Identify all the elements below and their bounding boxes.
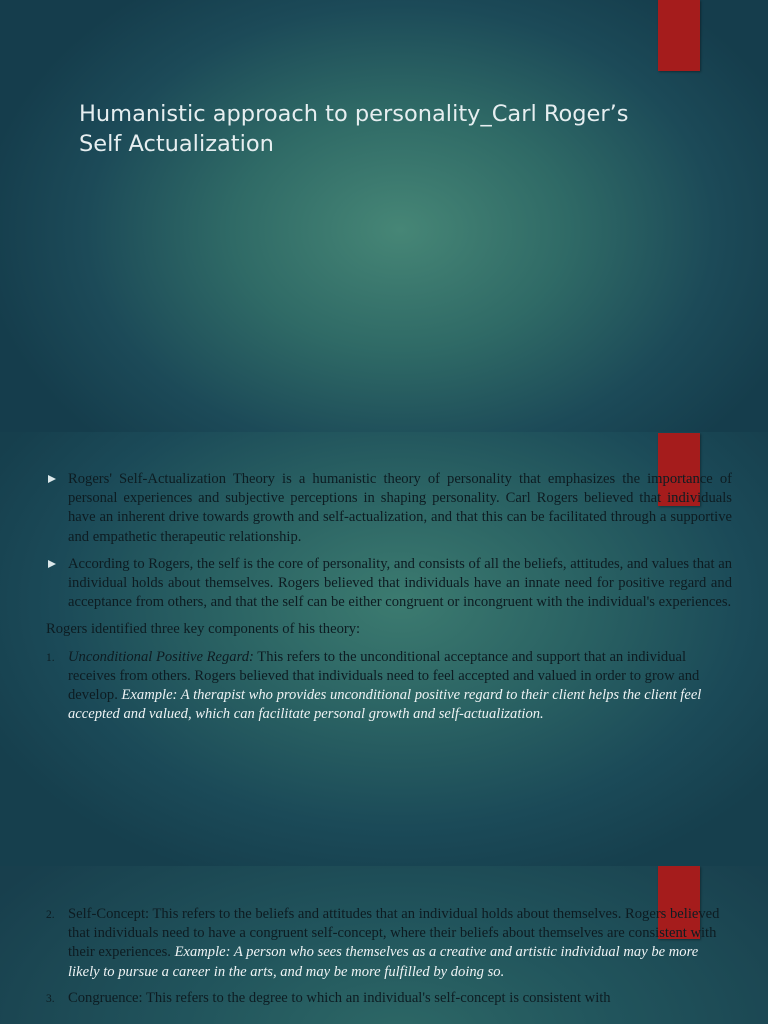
slide-body — [46, 470, 732, 731]
slide-content-1 — [0, 432, 768, 866]
components-intro: Rogers identified three key components of his theory: — [46, 621, 361, 638]
slide-content-2 — [0, 866, 768, 1024]
numbered-item — [46, 905, 732, 982]
item-text: This refers to the degree to which an individual's self-concept is consistent with — [142, 989, 611, 1006]
item-text: This refers to the unconditional acceptance and support that an individual receives from others. Rogers believed that individuals need to feel accepted and valued in order to grow and develop. — [68, 648, 700, 704]
triangle-bullet-icon — [48, 475, 56, 483]
item-number: 3. — [46, 992, 55, 1005]
bullet-item — [46, 470, 732, 547]
numbered-item — [46, 648, 732, 725]
item-term: Congruence: — [68, 989, 143, 1006]
red-accent-bar — [658, 0, 700, 71]
slide-title — [0, 0, 768, 432]
bullet-item — [46, 555, 732, 613]
slide-body — [46, 905, 732, 1015]
item-example: Example: A person who sees themselves as a creative and artistic individual may be more likely to pursue a career in the arts, and may be more fulfilled by doing so. — [68, 944, 699, 980]
triangle-bullet-icon — [48, 560, 56, 568]
bullet-text: According to Rogers, the self is the core of personality, and consists of all the beliefs, attitudes, and values that an individual holds about themselves. Rogers believed that individuals have an innate need for positive regard and acceptance from others, and that the self can be either congruent or incongruent with the individual's experiences. — [68, 555, 732, 611]
bullet-text: Rogers' Self-Actualization Theory is a humanistic theory of personality that emphasizes the importance of personal experiences and subjective perceptions in shaping personality. Carl Rogers believed that individuals have an inherent drive towards growth and self-actualization, and that this can be facilitated through a supportive and empathetic therapeutic relationship. — [68, 471, 732, 545]
numbered-item — [46, 989, 732, 1008]
item-term: Unconditional Positive Regard: — [68, 648, 254, 665]
item-number: 2. — [46, 909, 55, 921]
item-text: This refers to the beliefs and attitudes that an individual holds about themselves. Rogers believed that individuals need to have a congruent self-concept, where their beliefs about themselves are consistent with their experiences. — [68, 906, 720, 961]
item-number: 1. — [46, 651, 55, 664]
slide-title-text: Humanistic approach to personality_Carl Roger’s Self Actualization — [79, 101, 629, 157]
item-term: Self-Concept: — [68, 906, 150, 922]
item-example: Example: A therapist who provides unconditional positive regard to their client helps the client feel accepted and valued, which can facilitate personal growth and self-actualization. — [68, 687, 702, 723]
